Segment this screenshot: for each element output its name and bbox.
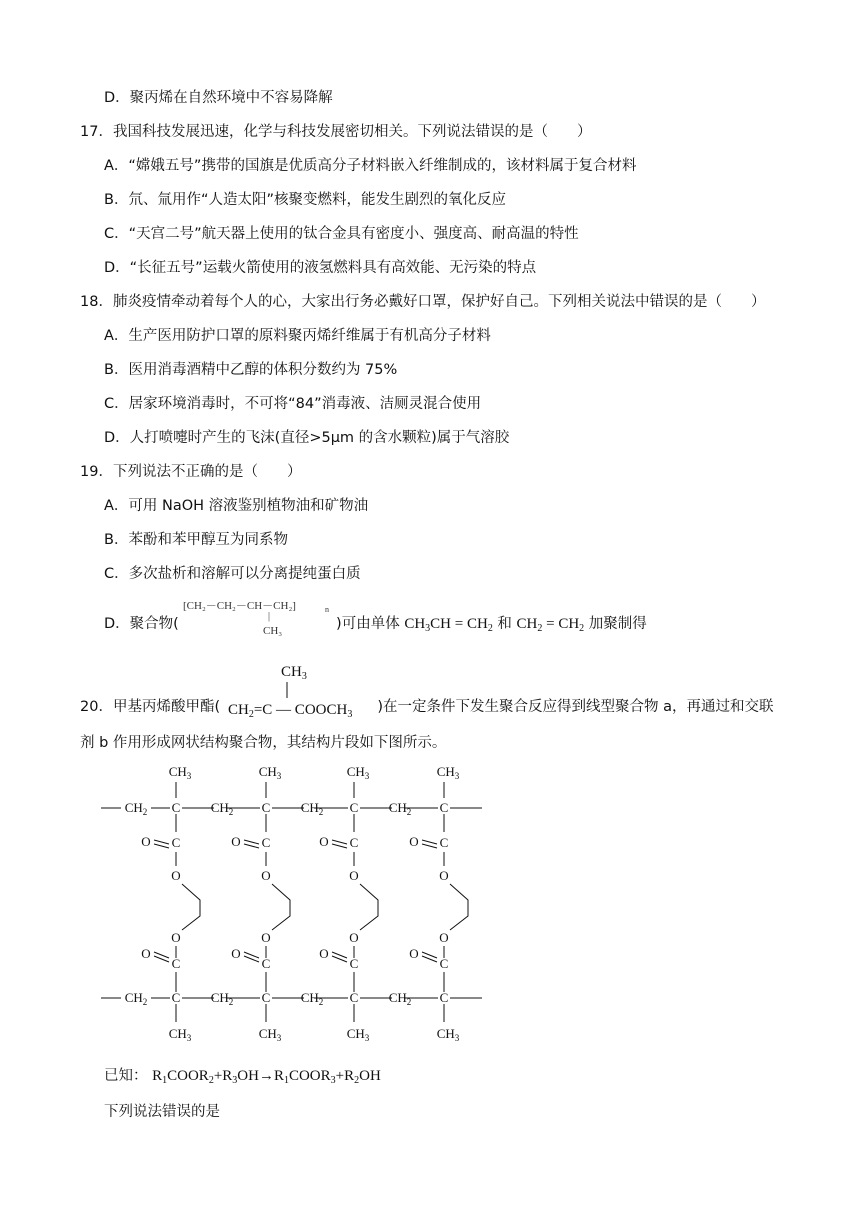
oxygen-label: O: [141, 834, 151, 849]
oxygen-label: O: [349, 868, 359, 883]
ethylene-bridge: [272, 884, 290, 930]
monomer-propene: $CH_3CH = CH_2$: [404, 616, 493, 634]
q18-stem: 18．肺炎疫情牵动着每个人的心，大家出行务必戴好口罩，保护好自己。下列相关说法中错误的是（ ）: [80, 294, 766, 310]
oxygen-label: O: [171, 930, 181, 945]
double-bond: [332, 844, 347, 848]
q19-option-a: A．可用 NaOH 溶液鉴别植物油和矿物油: [104, 498, 369, 514]
q16-option-d: D．聚丙烯在自然环境中不容易降解: [104, 90, 333, 106]
ch2-label: $CH_2$: [210, 800, 234, 817]
carbon-label: C: [439, 835, 449, 850]
q20-stem: [80, 697, 773, 717]
oxygen-label: O: [319, 946, 329, 961]
q18-option-d: D．人打喷嚏时产生的飞沫(直径>5μm 的含水颗粒)属于气溶胶: [104, 430, 510, 446]
carbon-label: C: [171, 990, 181, 1005]
q19-option-d-end: 加聚制得: [588, 616, 647, 632]
methyl-label: $CH_3$: [436, 1026, 460, 1043]
oxygen-label: O: [231, 834, 241, 849]
polymer-n: n: [325, 605, 329, 614]
ch2-label: $CH_2$: [124, 800, 148, 817]
q19-polymer-structure: [183, 595, 333, 643]
methyl-label: $CH_3$: [168, 764, 192, 781]
known-reaction: $R_1COOR_2+R_3OH\to R_1COOR_3+R_2OH$: [152, 1068, 381, 1086]
ch2-label: $CH_2$: [388, 990, 412, 1007]
carbon-label: C: [171, 835, 181, 850]
q19-option-c: C．多次盐析和溶解可以分离提纯蛋白质: [104, 566, 361, 582]
mma-structure: [226, 660, 386, 720]
carbon-label: C: [439, 956, 449, 971]
oxygen-label: O: [319, 834, 329, 849]
double-bond: [154, 844, 169, 848]
q19-stem: 19．下列说法不正确的是（ ）: [80, 464, 302, 480]
oxygen-label: O: [261, 930, 271, 945]
methyl-label: $CH_3$: [346, 764, 370, 781]
oxygen-label: O: [439, 868, 449, 883]
carbon-label: C: [171, 956, 181, 971]
methyl-label: $CH_3$: [436, 764, 460, 781]
ch2-label: $CH_2$: [300, 990, 324, 1007]
q17-stem: 17．我国科技发展迅速，化学与科技发展密切相关。下列说法错误的是（ ）: [80, 124, 592, 140]
carbon-label: C: [171, 800, 181, 815]
carbon-label: C: [261, 956, 271, 971]
ethylene-bridge: [450, 884, 468, 930]
double-bond: [154, 840, 169, 844]
q17-option-b: B．氘、氚用作“人造太阳”核聚变燃料，能发生剧烈的氧化反应: [104, 192, 506, 208]
q20-stem-suffix: )在一定条件下发生聚合反应得到线型聚合物 a，再通过和交联: [377, 699, 774, 715]
carbon-label: C: [261, 990, 271, 1005]
oxygen-label: O: [141, 946, 151, 961]
q20-tail: 下列说法错误的是: [104, 1104, 220, 1120]
q17-option-a: A．“嫦娥五号”携带的国旗是优质高分子材料嵌入纤维制成的，该材料属于复合材料: [104, 158, 637, 174]
monomer-ethene: $CH_2 = CH_2$: [516, 616, 585, 634]
carbon-label: C: [439, 990, 449, 1005]
oxygen-label: O: [231, 946, 241, 961]
carbon-label: C: [349, 956, 359, 971]
polymer-branch-bar: |: [268, 611, 271, 622]
double-bond: [422, 844, 437, 848]
svg-text:CH3: $CH_3$: [281, 664, 307, 682]
double-bond: [422, 840, 437, 844]
methyl-label: $CH_3$: [346, 1026, 370, 1043]
svg-text:CH2=C — COOCH3: $CH_2=C$ — $COOCH_3$: [228, 702, 353, 720]
q19-option-d-prefix: D．聚合物(: [104, 616, 179, 632]
q18-option-b: B．医用消毒酒精中乙醇的体积分数约为 75%: [104, 362, 398, 378]
ch2-label: $CH_2$: [300, 800, 324, 817]
carbon-label: C: [349, 835, 359, 850]
methyl-label: $CH_3$: [168, 1026, 192, 1043]
q20-known: [104, 1066, 381, 1086]
q20-stem-line2: 剂 b 作用形成网状结构聚合物，其结构片段如下图所示。: [80, 735, 447, 751]
q18-option-a: A．生产医用防护口罩的原料聚丙烯纤维属于有机高分子材料: [104, 328, 491, 344]
methyl-label: $CH_3$: [258, 1026, 282, 1043]
carbon-label: C: [439, 800, 449, 815]
ch2-label: $CH_2$: [210, 990, 234, 1007]
carbon-label: C: [349, 990, 359, 1005]
double-bond: [244, 844, 259, 848]
carbon-label: C: [261, 835, 271, 850]
polymer-chain: [CH₂－CH₂－CH－CH₂]: [183, 600, 296, 612]
ch2-label: $CH_2$: [388, 800, 412, 817]
known-label: 已知：: [104, 1068, 148, 1084]
double-bond: [332, 840, 347, 844]
carbon-label: C: [349, 800, 359, 815]
methyl-label: $CH_3$: [258, 764, 282, 781]
double-bond: [244, 840, 259, 844]
oxygen-label: O: [349, 930, 359, 945]
ethylene-bridge: [182, 884, 200, 930]
oxygen-label: O: [439, 930, 449, 945]
q19-option-b: B．苯酚和苯甲醇互为同系物: [104, 532, 288, 548]
oxygen-label: O: [261, 868, 271, 883]
q19-option-d-and: 和: [497, 616, 512, 632]
q17-option-c: C．“天宫二号”航天器上使用的钛合金具有密度小、强度高、耐高温的特性: [104, 226, 579, 242]
network-polymer-diagram: [95, 760, 495, 1050]
ch2-label: $CH_2$: [124, 990, 148, 1007]
q18-option-c: C．居家环境消毒时，不可将“84”消毒液、洁厕灵混合使用: [104, 396, 482, 412]
polymer-branch: CH₃: [263, 625, 283, 637]
carbon-label: C: [261, 800, 271, 815]
q19-option-d-mid: )可由单体: [336, 616, 400, 632]
q17-option-d: D．“长征五号”运载火箭使用的液氢燃料具有高效能、无污染的特点: [104, 260, 537, 276]
q20-stem-prefix: 20．甲基丙烯酸甲酯(: [80, 699, 221, 715]
oxygen-label: O: [409, 834, 419, 849]
oxygen-label: O: [171, 868, 181, 883]
oxygen-label: O: [409, 946, 419, 961]
ethylene-bridge: [360, 884, 378, 930]
